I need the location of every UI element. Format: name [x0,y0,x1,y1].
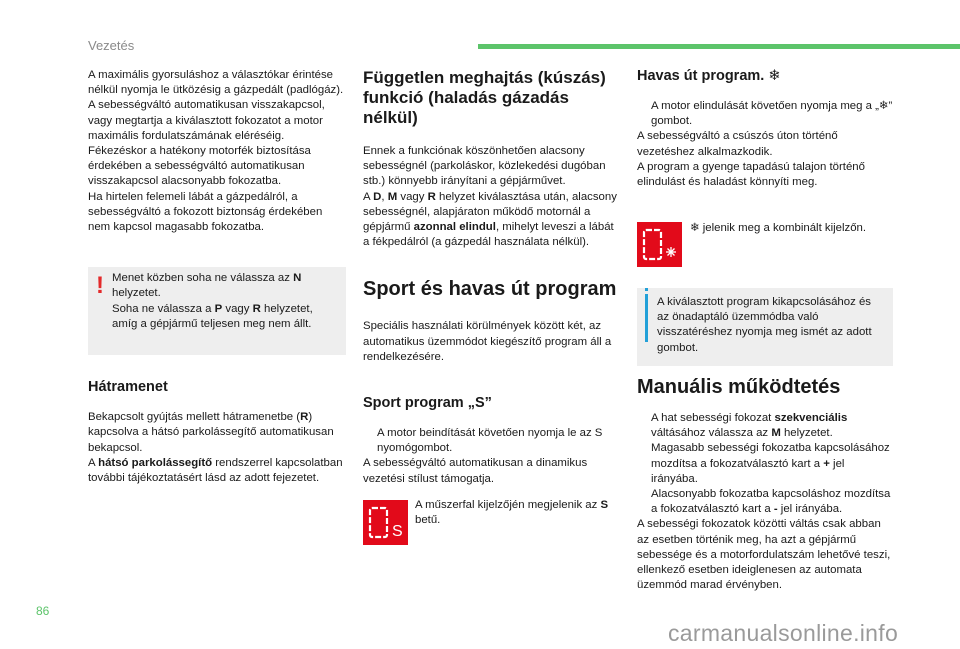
bullet-icon [637,99,651,129]
sport-snow-heading: Sport és havas út program [363,278,617,301]
paragraph: Fékezéskor a hatékony motorfék biztosítása érdekében a sebességváltó automatikusan visszakapcsol alacsonyabb fokozatba. [88,145,311,188]
bullet-icon [637,411,651,441]
paragraph: A sebességváltó automatikusan a dinamikus vezetési stílust támogatja. [363,457,588,485]
reverse-paragraph: A hátsó parkolássegítő rendszerrel kapcsolatban további tájékoztatásért lásd az adott fejezetet. [88,456,343,485]
list-item: Magasabb sebességi fokozatba kapcsolásához mozdítsa a fokozatválasztó kart a + jel irányába. [637,441,893,487]
snowflake-icon: ❄ [768,68,781,84]
paragraph: A sebességváltó a csúszós úton történő vezetéshez alkalmazkodik. [637,130,838,158]
bullet-icon [637,441,651,487]
info-text: A kiválasztott program kikapcsolásához és az önadaptáló üzemmódba való visszatéréshez nyomja meg ismét az adott gombot. [657,296,872,354]
list-item: A motor elindulását követően nyomja meg a „❄” gombot. [637,99,893,129]
info-icon [645,294,648,342]
list-item: A hat sebességi fokozat szekvenciális váltásához válassza az M helyzetet. [637,411,893,441]
paragraph: Ha hirtelen felemeli lábát a gázpedálról, a sebességváltó a fokozott biztonság érdekében nem kapcsol magasabb fokozatba. [88,190,323,234]
paragraph: A maximális gyorsuláshoz a választókar érintése nélkül nyomja le ütközésig a gázpedált (padlógáz). A sebességváltó automatikusan visszakapcsol, vagy megtartja a kiválasztott fokozatot a motor maximális fordulatszámának eléréséig. [88,69,344,142]
paragraph: A program a gyenge tapadású talajon történő elindulást és haladást könnyíti meg. [637,160,865,189]
header-accent-bar [478,44,960,49]
list-item: A motor beindítását követően nyomja le az S nyomógombot. [363,426,621,456]
snow-heading: Havas út program. ❄ [637,68,781,84]
sport-display-icon [363,500,408,545]
warning-box [88,267,346,355]
exclamation-icon: ! [96,272,104,300]
manual-heading: Manuális működtetés [637,376,841,398]
snow-icon-caption: ❄ jelenik meg a kombinált kijelzőn. [690,222,867,234]
reverse-heading: Hátramenet [88,379,168,396]
sport-icon-caption: A műszerfal kijelzőjén megjelenik az S betű. [415,499,609,527]
watermark: carmanualsonline.info [668,620,899,646]
column-3 [637,68,893,190]
paragraph: Ennek a funkciónak köszönhetően alacsony sebességnél (parkoláskor, közlekedési dugóban stb.) könnyebb irányítani a gépjárművet. [363,145,606,188]
manual-section [637,376,893,593]
paragraph: A D, M vagy R helyzet kiválasztása után, alacsony sebességnél, alapjáraton működő motornál a gépjármű azonnal elindul, mihelyt leveszi a lábát a fékpedálról (a gázpedál használata nélkül). [363,190,617,249]
snow-display-icon [637,222,682,267]
bullet-icon [363,426,377,456]
list-item: Alacsonyabb fokozatba kapcsoláshoz mozdítsa a fokozatválasztó kart a - jel irányába. [637,487,893,517]
paragraph: Speciális használati körülmények között két, az automatikus üzemmódot kiegészítő program áll a rendelkezésére. [363,320,612,363]
paragraph: A sebességi fokozatok közötti váltás csak abban az esetben történik meg, ha azt a gépjármű sebessége és a motorfordulatszám lehetővé teszi, ellenkező esetben ideiglenesen az automata üzemmód marad érvényben. [637,518,891,592]
warning-line: Menet közben soha ne válassza az N helyzetet. [112,272,302,300]
warning-line: Soha ne válassza a P vagy R helyzetet, amíg a gépjármű teljesen meg nem állt. [112,302,313,330]
column-2 [363,68,621,487]
page-number: 86 [36,604,50,618]
sport-mode-letter: S [392,523,403,540]
column-1 [88,68,346,486]
sport-heading: Sport program „S” [363,395,492,412]
bullet-icon [637,487,651,517]
reverse-paragraph: Bekapcsolt gyújtás mellett hátramenetbe (R) kapcsolva a hátsó parkolássegítő automatikusan bekapcsol. [88,411,334,454]
creep-heading: Független meghajtás (kúszás) funkció (haladás gázadás nélkül) [363,68,606,127]
info-box [637,288,893,366]
section-title: Vezetés [88,38,135,53]
